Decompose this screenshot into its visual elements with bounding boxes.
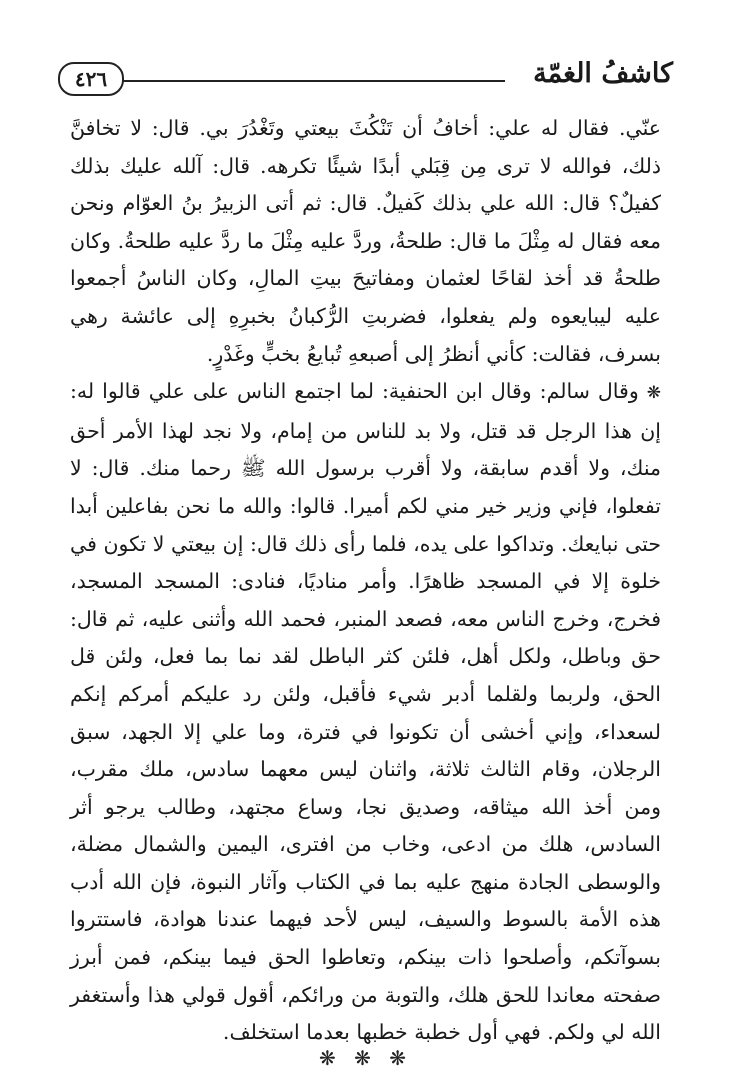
footer-ornament: ❋ ❋ ❋ [319, 1046, 412, 1070]
book-title: كاشفُ الغمّة [533, 58, 673, 89]
paragraph-text: وقال سالم: وقال ابن الحنفية: لما اجتمع الناس على علي قالوا له: إن هذا الرجل قد قتل، ولا بد للناس من إمام، ولا نجد لهذا الأمر أحق منك، ولا أقدم سابقة، ولا أقرب برسول الله ﷺ رحما منك. قال: لا تفعلوا، فإني وزير خير مني لكم أميرا. قالوا: والله ما نحن بفاعلين أبدا حتى نبايعك. وتداكوا على يده، فلما رأى ذلك قال: إن بيعتي لا تكون في خلوة إلا في المسجد ظاهرًا. وأمر مناديًا، فنادى: المسجد المسجد، فخرج، وخرج الناس معه، فصعد المنبر، فحمد الله وأثنى عليه، ثم قال: حق وباطل، ولكل أهل، فلئن كثر الباطل لقد نما بما فعل، ولئن قل الحق، ولربما ولقلما أدبر شيء فأقبل، ولئن رد عليكم أمركم إنكم لسعداء، وإني أخشى أن تكونوا في فترة، وما علي إلا الجهد، سبق الرجلان، وقام الثالث ثلاثة، واثنان ليس معهما سادس، ملك مقرب، ومن أخذ الله ميثاقه، وصديق نجا، وساع مجتهد، وطالب يرجو أثر السادس، هلك من ادعى، وخاب من افترى، اليمين والشمال مضلة، والوسطى الجادة منهج عليه بما في الكتاب وآثار النبوة، فإن الله أدب هذه الأمة بالسوط والسيف، ليس لأحد فيهما عندنا هوادة، فاستتروا بسوآتكم، وأصلحوا ذات بينكم، وتعاطوا الحق فيما بينكم، فمن أبرز صفحته معاندا للحق هلك، والتوبة من ورائكم، أقول قولي هذا وأستغفر الله لي ولكم. فهي أول خطبة خطبها بعدما استخلف. [70, 379, 661, 1045]
paragraph-marker-icon: ❋ [646, 383, 661, 404]
paragraph: عنّي. فقال له علي: أخافُ أن تَنْكُثَ بيعتي وتَغْدُرَ بي. قال: لا تخافنَّ ذلك، فوالله لا ترى مِن قِبَلي أبدًا شيئًا تكرهه. قال: آلله عليك بذلك كفيلٌ؟ قال: الله علي بذلك كَفيلٌ. قال: ثم أتى الزبيرُ بنُ العوّام ونحن معه فقال له مِثْلَ ما قال: طلحةُ، وردَّ عليه مِثْلَ ما ردَّ عليه طلحةُ. وكان طلحةُ قد أخذ لقاحًا لعثمان ومفاتيحَ بيتِ المالِ، وكان الناسُ أجمعوا عليه ليبايعوه ولم يفعلوا، فضربتِ الرُّكبانُ بخبرِهِ إلى عائشة رهي بسرف، فقالت: كأني أنظرُ إلى أصبعهِ تُبايعُ بخبٍّ وغَدْرٍ. [70, 116, 661, 366]
page-number: ٤٢٦ [58, 62, 124, 96]
paragraph [70, 373, 661, 1052]
page-body [70, 110, 661, 1052]
header-rule [122, 80, 505, 82]
page-header [58, 56, 673, 104]
